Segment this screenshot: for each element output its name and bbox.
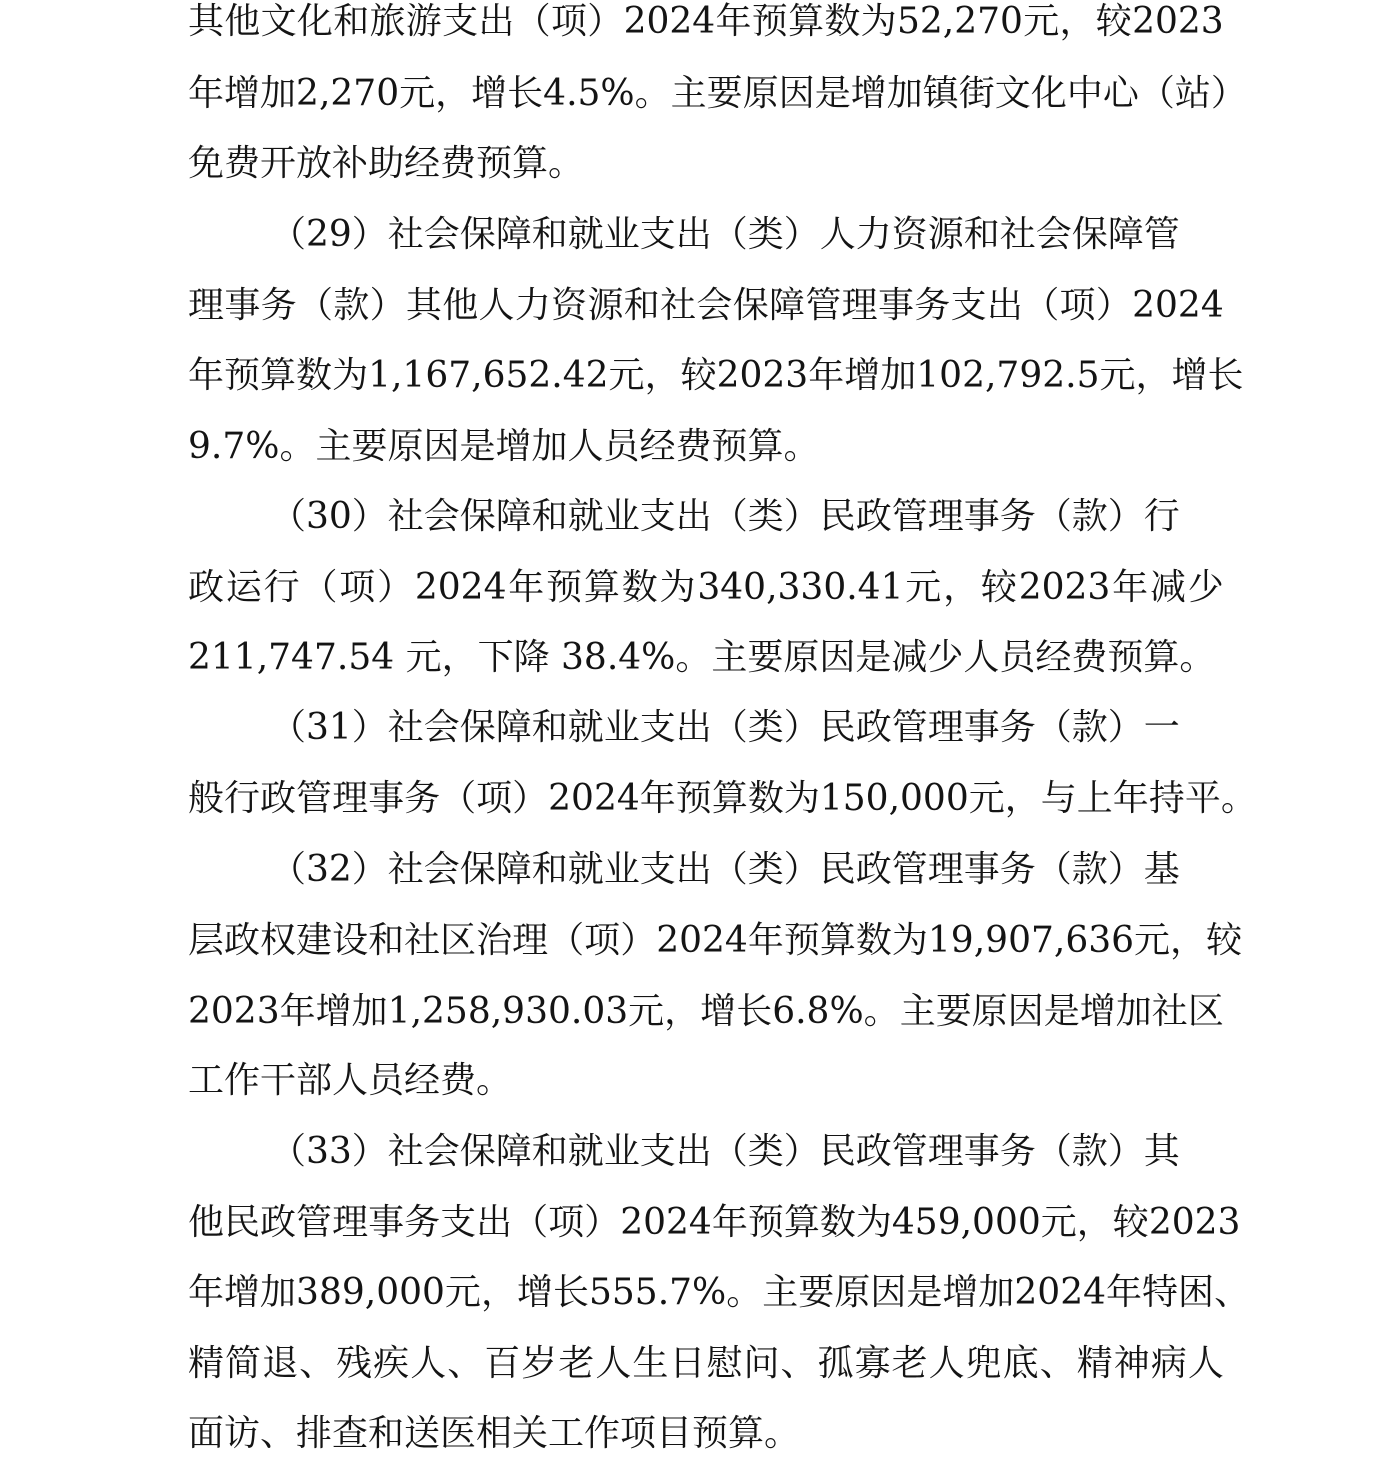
text-line: 精 简 退 、 残 疾 人 、 百 岁 老 人 生 日 慰 问 、 孤 寡 老 人 兜 底 、 精 神 病 人 xyxy=(188,1343,1224,1384)
paragraph-30-first-line: （30）社会保障和就业支出（类）民政管理事务（款）行 xyxy=(270,496,1180,537)
paragraph-29-first-line: （29）社会保障和就业支出（类）人力资源和社会保障管 xyxy=(270,214,1180,255)
text-line: 层 政 权 建 设 和 社 区 治 理 （ 项 ） 2024 年 预 算 数 为 19,907,636 元 ， 较 xyxy=(188,920,1243,961)
paragraph-32-first-line: （32）社会保障和就业支出（类）民政管理事务（款）基 xyxy=(270,849,1180,890)
text-line: 工作干部人员经费。 xyxy=(188,1060,513,1101)
text-line: 2023 年 增 加 1,258,930.03 元 ， 增 长 6.8% 。 主 要 原 因 是 增 加 社 区 xyxy=(188,991,1224,1032)
text-line: 政 运 行 （ 项 ） 2024 年 预 算 数 为 340,330.41 元 ， 较 2023 年 减 少 xyxy=(188,567,1224,608)
text-line: 理 事 务 （ 款 ） 其 他 人 力 资 源 和 社 会 保 障 管 理 事 务 支 出 （ 项 ） 2024 xyxy=(188,285,1224,326)
text-line: 免费开放补助经费预算。 xyxy=(188,143,585,184)
text-line: 年 增 加 2,270 元 ， 增 长 4.5% 。 主 要 原 因 是 增 加 镇 街 文 化 中 心 （ 站 ） xyxy=(188,73,1247,114)
text-line: 年 预 算 数 为 1,167,652.42 元 ， 较 2023 年 增 加 102,792.5 元 ， 增 长 xyxy=(188,355,1244,396)
text-line: 年 增 加 389,000 元 ， 增 长 555.7% 。 主 要 原 因 是 增 加 2024 年 特 困 、 xyxy=(188,1272,1251,1313)
text-line: 他 民 政 管 理 事 务 支 出 （ 项 ） 2024 年 预 算 数 为 459,000 元 ， 较 2023 xyxy=(188,1202,1241,1243)
text-line: 其 他 文 化 和 旅 游 支 出 （ 项 ） 2024 年 预 算 数 为 52,270 元 ， 较 2023 xyxy=(188,1,1224,42)
text-line: 面访、排查和送医相关工作项目预算。 xyxy=(188,1413,801,1454)
paragraph-33-first-line: （33）社会保障和就业支出（类）民政管理事务（款）其 xyxy=(270,1131,1180,1172)
text-line: 9.7%。主要原因是增加人员经费预算。 xyxy=(188,426,820,467)
paragraph-31-first-line: （31）社会保障和就业支出（类）民政管理事务（款）一 xyxy=(270,707,1180,748)
text-line: 般 行 政 管 理 事 务 （ 项 ） 2024 年 预 算 数 为 150,000 元 ， 与 上 年 持 平 。 xyxy=(188,778,1257,819)
text-line: 211,747.54 元，下降 38.4%。主要原因是减少人员经费预算。 xyxy=(188,637,1216,678)
